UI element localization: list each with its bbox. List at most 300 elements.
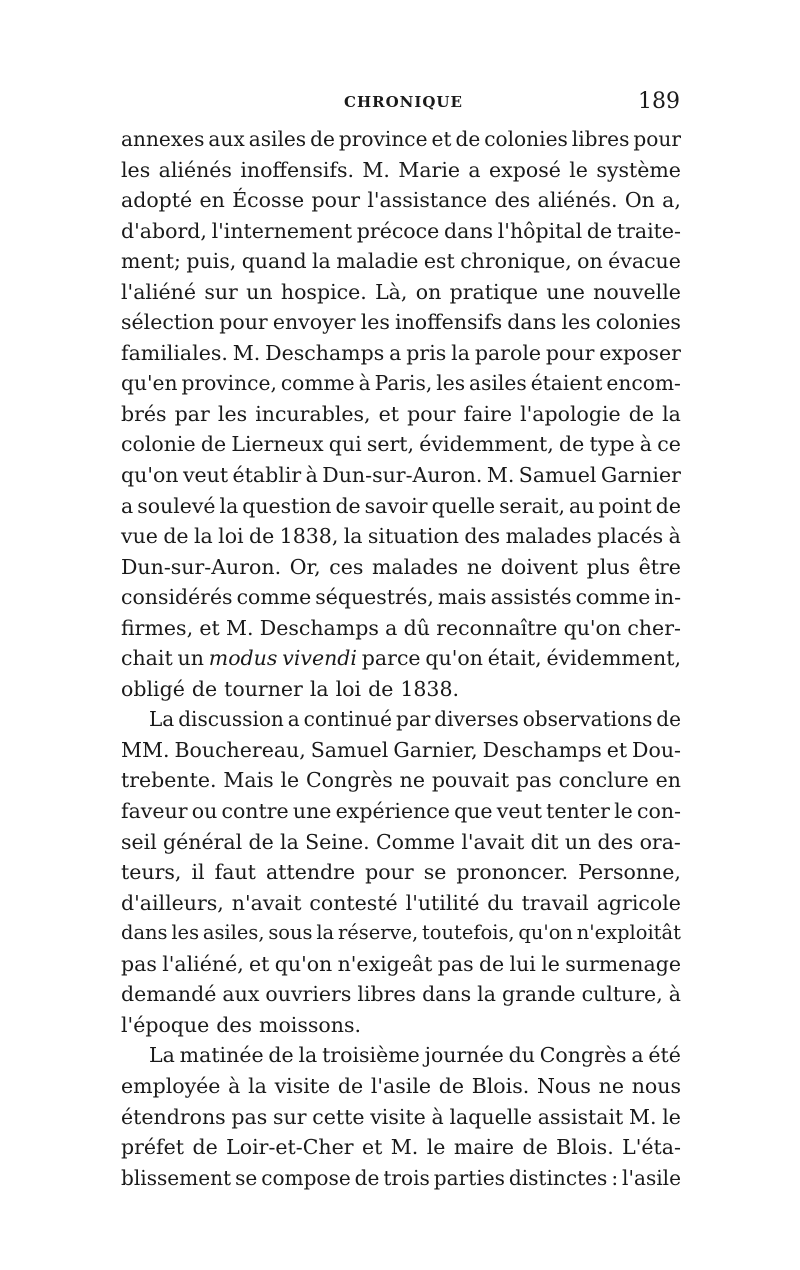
word: vue bbox=[121, 524, 158, 549]
word: M. bbox=[629, 1104, 657, 1129]
word: colonie bbox=[121, 432, 196, 457]
word: aux bbox=[222, 982, 260, 1007]
word: discussion bbox=[178, 707, 284, 732]
word: loi bbox=[218, 524, 244, 549]
word: qu'on bbox=[425, 646, 483, 671]
word: pas bbox=[231, 1104, 268, 1129]
word: Dun-sur-Auron. bbox=[121, 554, 282, 579]
text-line bbox=[121, 1010, 681, 1041]
word: colonies bbox=[595, 310, 681, 335]
word: la bbox=[248, 1073, 267, 1098]
word: un bbox=[564, 829, 592, 854]
text-line bbox=[121, 338, 681, 369]
word: précoce bbox=[356, 218, 440, 243]
word: familiales. bbox=[121, 340, 228, 365]
word: tenter bbox=[546, 799, 610, 824]
text-line bbox=[121, 949, 681, 980]
word: ora- bbox=[639, 829, 681, 854]
word: Dun-sur-Auron. bbox=[322, 463, 483, 488]
word: qu'on bbox=[563, 615, 622, 640]
word: l'internement bbox=[211, 218, 353, 243]
word: les bbox=[436, 371, 466, 396]
word: que bbox=[454, 799, 493, 824]
word: les bbox=[561, 310, 591, 335]
word: M. bbox=[226, 615, 254, 640]
word: faut bbox=[214, 860, 256, 885]
word: été bbox=[648, 1043, 681, 1068]
word: la bbox=[477, 982, 496, 1007]
word: dans bbox=[422, 982, 472, 1007]
word: Seine. bbox=[305, 829, 370, 854]
running-title: CHRONIQUE bbox=[344, 93, 463, 111]
word: qu'on bbox=[121, 463, 179, 488]
word: n'avait bbox=[231, 890, 302, 915]
word: colonies bbox=[484, 127, 568, 151]
word: de bbox=[354, 1165, 380, 1190]
word: de bbox=[248, 829, 274, 854]
word: Nous bbox=[536, 1073, 591, 1098]
word: Mais bbox=[223, 768, 274, 793]
word: ouvriers bbox=[265, 982, 352, 1007]
text-line bbox=[121, 582, 681, 613]
word: est bbox=[423, 249, 455, 274]
word: annexes bbox=[121, 127, 205, 151]
word: chait bbox=[121, 646, 173, 671]
word: établir bbox=[232, 463, 302, 488]
word: seil bbox=[121, 829, 157, 854]
word: aux bbox=[208, 127, 245, 151]
word: la bbox=[311, 249, 331, 274]
word: M. bbox=[232, 340, 261, 365]
word: pas bbox=[121, 951, 157, 976]
word: pris bbox=[406, 340, 447, 365]
word: La bbox=[149, 1043, 175, 1068]
word: étendrons bbox=[121, 1104, 226, 1129]
word: journée bbox=[424, 1043, 504, 1068]
word: savoir bbox=[364, 493, 428, 518]
text-line bbox=[121, 521, 681, 552]
word: qu'on bbox=[274, 951, 333, 976]
word: la bbox=[343, 524, 363, 549]
word: prononcer. bbox=[456, 860, 569, 885]
word: évidemment, bbox=[546, 646, 681, 671]
word: l'utilité bbox=[405, 890, 480, 915]
text-line bbox=[121, 491, 681, 522]
word: la bbox=[219, 493, 239, 518]
word: se bbox=[423, 860, 447, 885]
word: culture, bbox=[581, 982, 663, 1007]
word: et bbox=[378, 401, 400, 426]
word: attendre bbox=[266, 860, 356, 885]
word: et bbox=[199, 615, 220, 640]
word: les bbox=[217, 401, 248, 426]
word: point bbox=[598, 493, 652, 518]
word: nouvelle bbox=[593, 279, 681, 304]
word: visite bbox=[274, 1073, 331, 1098]
word: pour bbox=[219, 310, 268, 335]
word: placés bbox=[597, 524, 664, 549]
word: a bbox=[121, 493, 134, 518]
word: à bbox=[639, 432, 653, 457]
word: de bbox=[559, 432, 585, 457]
text-line bbox=[121, 704, 681, 735]
word: dans bbox=[121, 921, 168, 945]
text-line bbox=[121, 155, 681, 186]
text-line bbox=[121, 1163, 681, 1194]
word: modus bbox=[208, 646, 278, 671]
text-line bbox=[121, 827, 681, 858]
word: le bbox=[541, 951, 560, 976]
word: à bbox=[228, 1073, 241, 1098]
word: ne bbox=[399, 768, 425, 793]
word: on bbox=[577, 249, 603, 274]
page-number: 189 bbox=[638, 89, 680, 114]
word: les bbox=[360, 310, 390, 335]
text-line bbox=[121, 643, 681, 674]
word: pour bbox=[365, 860, 414, 885]
text-line bbox=[121, 735, 681, 766]
word: Or, bbox=[289, 554, 321, 579]
word: de bbox=[249, 524, 275, 549]
word: cher- bbox=[627, 615, 681, 640]
word: demandé bbox=[121, 982, 217, 1007]
text-line bbox=[121, 124, 681, 155]
word: n'exploitât bbox=[576, 921, 681, 945]
word: se bbox=[235, 1165, 258, 1190]
word: un bbox=[246, 279, 273, 304]
word: tourner bbox=[224, 676, 303, 701]
word: dit bbox=[530, 829, 559, 854]
word: faire bbox=[463, 401, 512, 426]
word: pour bbox=[545, 340, 595, 365]
text-line bbox=[121, 460, 681, 491]
word: a bbox=[389, 340, 402, 365]
word: Samuel bbox=[310, 737, 389, 762]
word: par bbox=[395, 707, 431, 732]
word: toutefois, bbox=[421, 921, 515, 945]
word: au bbox=[569, 493, 595, 518]
word: in- bbox=[654, 585, 681, 610]
word: employée bbox=[121, 1073, 221, 1098]
word: dans bbox=[443, 218, 494, 243]
word: soulevé bbox=[137, 493, 216, 518]
word: a bbox=[468, 157, 481, 182]
word: Garnier, bbox=[393, 737, 478, 762]
word: : bbox=[611, 1165, 619, 1190]
text-line bbox=[121, 1102, 681, 1133]
word: sur bbox=[204, 279, 238, 304]
word: asiles bbox=[469, 371, 527, 396]
word: plus bbox=[586, 554, 631, 579]
word: n'exigeât bbox=[337, 951, 433, 976]
word: moissons. bbox=[259, 1012, 361, 1037]
word: l'avait bbox=[461, 829, 525, 854]
word: de bbox=[268, 1043, 294, 1068]
word: MM. bbox=[121, 737, 170, 762]
word: de bbox=[656, 707, 681, 732]
word: diverses bbox=[434, 707, 519, 732]
word: vivendi bbox=[282, 646, 357, 671]
word: lui bbox=[509, 951, 536, 976]
word: maire bbox=[453, 1135, 515, 1160]
word: province bbox=[338, 127, 428, 151]
text-line bbox=[121, 613, 681, 644]
word: contre bbox=[221, 799, 289, 824]
word: comme bbox=[236, 585, 312, 610]
word: Loir-et-Cher bbox=[226, 1135, 354, 1160]
word: comme bbox=[280, 371, 355, 396]
word: Marie bbox=[398, 157, 461, 182]
word: l'apologie bbox=[520, 401, 621, 426]
word: trois bbox=[383, 1165, 430, 1190]
word: parties bbox=[433, 1165, 505, 1190]
word: trebente. bbox=[121, 768, 217, 793]
word: Samuel bbox=[518, 463, 597, 488]
word: à bbox=[431, 1104, 444, 1129]
word: doivent bbox=[500, 554, 578, 579]
word: grande bbox=[501, 982, 576, 1007]
word: de bbox=[192, 1135, 218, 1160]
word: maladie bbox=[336, 249, 419, 274]
word: envoyer bbox=[272, 310, 356, 335]
word: de bbox=[455, 127, 481, 151]
word: considérés bbox=[121, 585, 233, 610]
word: brés bbox=[121, 401, 167, 426]
word: troisième bbox=[322, 1043, 420, 1068]
word: asiles bbox=[248, 127, 307, 151]
word: la bbox=[316, 921, 335, 945]
word: exposé bbox=[489, 157, 561, 182]
word: était, bbox=[487, 646, 542, 671]
word: une bbox=[292, 799, 332, 824]
word: quand bbox=[241, 249, 307, 274]
word: la bbox=[280, 829, 299, 854]
word: le bbox=[614, 799, 633, 824]
word: de bbox=[438, 1073, 464, 1098]
word: reconnaître bbox=[436, 615, 558, 640]
word: a bbox=[631, 1043, 644, 1068]
word: Blois. bbox=[556, 1135, 614, 1160]
word: M. bbox=[390, 1135, 419, 1160]
word: Deschamps bbox=[265, 340, 385, 365]
word: continué bbox=[303, 707, 393, 732]
word: pas bbox=[515, 768, 552, 793]
word: une bbox=[546, 279, 585, 304]
word: le bbox=[426, 1135, 446, 1160]
text-line bbox=[121, 1040, 681, 1071]
word: préfet bbox=[121, 1135, 185, 1160]
text-line bbox=[121, 368, 681, 399]
word: évidemment, bbox=[419, 432, 554, 457]
word: être bbox=[638, 554, 681, 579]
word: Là, bbox=[375, 279, 408, 304]
word: évacue bbox=[608, 249, 681, 274]
word: Dou- bbox=[632, 737, 681, 762]
word: agricole bbox=[596, 890, 681, 915]
word: par bbox=[174, 401, 210, 426]
text-line bbox=[121, 857, 681, 888]
word: les bbox=[121, 157, 151, 182]
word: aliénés. bbox=[537, 188, 618, 213]
word: à bbox=[668, 982, 681, 1007]
word: assistait bbox=[537, 1104, 624, 1129]
word: inoffensifs. bbox=[240, 157, 355, 182]
word: des bbox=[464, 524, 501, 549]
word: le bbox=[569, 157, 588, 182]
word: pratique bbox=[449, 279, 538, 304]
word: de bbox=[586, 218, 613, 243]
word: ne bbox=[598, 1073, 625, 1098]
word: adopté bbox=[121, 188, 193, 213]
text-line bbox=[121, 1132, 681, 1163]
word: type bbox=[589, 432, 635, 457]
word: hospice. bbox=[280, 279, 367, 304]
word: M. bbox=[486, 463, 515, 488]
word: pour bbox=[633, 127, 681, 151]
word: chronique, bbox=[460, 249, 572, 274]
word: parole bbox=[474, 340, 542, 365]
word: Lierneux bbox=[231, 432, 324, 457]
word: en bbox=[199, 188, 225, 213]
word: le bbox=[280, 768, 300, 793]
word: mais bbox=[437, 585, 487, 610]
word: serait, bbox=[499, 493, 565, 518]
word: à bbox=[305, 463, 318, 488]
word: du bbox=[508, 1043, 535, 1068]
word: blissement bbox=[121, 1165, 232, 1190]
word: la bbox=[298, 1043, 318, 1068]
word: malades bbox=[371, 554, 459, 579]
word: de bbox=[310, 127, 335, 151]
word: et bbox=[431, 127, 452, 151]
word: inoffensifs bbox=[395, 310, 503, 335]
word: on bbox=[415, 279, 442, 304]
word: qui bbox=[328, 432, 362, 457]
word: faveur bbox=[121, 799, 188, 824]
word: de bbox=[191, 676, 218, 701]
word: On bbox=[624, 188, 655, 213]
word: contesté bbox=[309, 890, 398, 915]
word: Paris, bbox=[374, 371, 433, 396]
word: Garnier bbox=[600, 463, 681, 488]
word: Personne, bbox=[578, 860, 681, 885]
word: un bbox=[177, 646, 204, 671]
word: sur bbox=[273, 1104, 307, 1129]
text-line bbox=[121, 307, 681, 338]
word: comme bbox=[575, 585, 651, 610]
word: L'éta- bbox=[622, 1135, 681, 1160]
word: de bbox=[522, 1135, 548, 1160]
word: le bbox=[662, 1104, 681, 1129]
word: et bbox=[249, 951, 270, 976]
body-text bbox=[121, 124, 681, 1193]
word: ne bbox=[466, 554, 493, 579]
word: firmes, bbox=[121, 615, 194, 640]
word: qu'en bbox=[121, 371, 178, 396]
word: de bbox=[163, 524, 189, 549]
word: du bbox=[487, 890, 514, 915]
word: distinctes bbox=[508, 1165, 608, 1190]
text-line bbox=[121, 246, 681, 277]
word: à bbox=[358, 371, 371, 396]
word: Comme bbox=[375, 829, 456, 854]
word: puis, bbox=[186, 249, 237, 274]
word: nous bbox=[631, 1073, 681, 1098]
word: qu'on bbox=[518, 921, 573, 945]
word: Bouchereau, bbox=[174, 737, 306, 762]
word: La bbox=[149, 707, 175, 732]
word: l'hôpital bbox=[497, 218, 583, 243]
word: Deschamps bbox=[259, 615, 379, 640]
word: la bbox=[451, 340, 470, 365]
word: d'ailleurs, bbox=[121, 890, 224, 915]
text-line bbox=[121, 796, 681, 827]
word: question bbox=[242, 493, 332, 518]
running-head bbox=[120, 89, 680, 121]
word: ment; bbox=[121, 249, 181, 274]
word: surmenage bbox=[565, 951, 681, 976]
word: traite- bbox=[616, 218, 681, 243]
word: des bbox=[494, 188, 531, 213]
word: quelle bbox=[431, 493, 496, 518]
word: matinée bbox=[179, 1043, 264, 1068]
word: 1838. bbox=[400, 676, 460, 701]
word: pour bbox=[407, 401, 456, 426]
word: l'époque bbox=[121, 1012, 210, 1037]
word: général bbox=[163, 829, 243, 854]
word: ces bbox=[329, 554, 364, 579]
text-line bbox=[121, 216, 681, 247]
word: les bbox=[171, 921, 200, 945]
word: l'asile bbox=[622, 1165, 681, 1190]
word: incurables, bbox=[255, 401, 371, 426]
word: de bbox=[368, 676, 394, 701]
word: cette bbox=[312, 1104, 365, 1129]
word: dans bbox=[507, 310, 557, 335]
word: Congrès bbox=[306, 768, 393, 793]
word: pas bbox=[437, 951, 474, 976]
word: visite bbox=[370, 1104, 426, 1129]
word: 1838, bbox=[279, 524, 339, 549]
word: la bbox=[193, 524, 213, 549]
text-line bbox=[121, 277, 681, 308]
word: dû bbox=[403, 615, 430, 640]
word: libres bbox=[571, 127, 630, 151]
text-line bbox=[121, 399, 681, 430]
word: il bbox=[191, 860, 205, 885]
text-line bbox=[121, 185, 681, 216]
word: des bbox=[597, 829, 634, 854]
word: con- bbox=[637, 799, 681, 824]
word: expérience bbox=[335, 799, 450, 824]
word: a bbox=[287, 707, 300, 732]
word: loi bbox=[335, 676, 362, 701]
word: veut bbox=[496, 799, 542, 824]
word: sous bbox=[268, 921, 313, 945]
word: malades bbox=[505, 524, 592, 549]
word: des bbox=[216, 1012, 253, 1037]
word: pour bbox=[311, 188, 360, 213]
word: province, bbox=[181, 371, 277, 396]
word: l'aliéné, bbox=[162, 951, 244, 976]
word: la bbox=[662, 401, 681, 426]
word: conclure bbox=[558, 768, 649, 793]
word: ou bbox=[191, 799, 218, 824]
word: parce bbox=[361, 646, 421, 671]
word: encom- bbox=[606, 371, 681, 396]
word: et bbox=[606, 737, 628, 762]
word: asiles, bbox=[202, 921, 265, 945]
